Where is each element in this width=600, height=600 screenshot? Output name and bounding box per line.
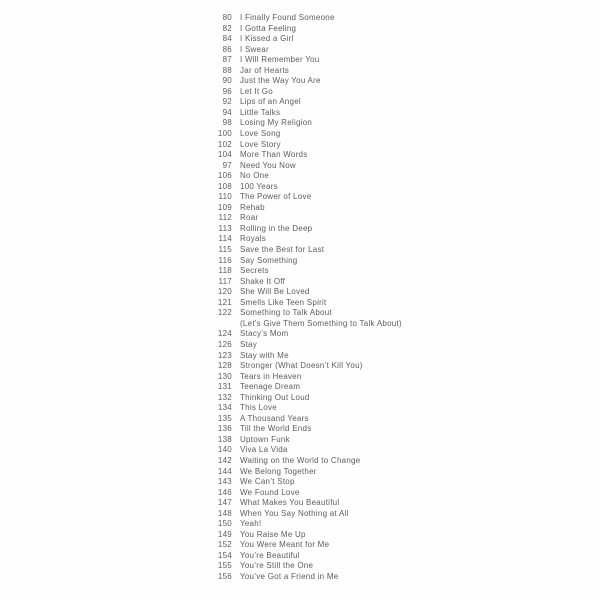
song-title: Stay: [240, 339, 258, 349]
song-row: [199, 161, 402, 172]
song-title: Smells Like Teen Spirit: [240, 297, 327, 307]
song-row: [199, 361, 402, 372]
song-title: Love Song: [240, 129, 281, 139]
song-row: [199, 329, 402, 340]
song-row: [199, 171, 402, 182]
song-row: [199, 551, 402, 562]
song-title: Let It Go: [240, 86, 273, 96]
song-page-number: 104: [217, 150, 232, 160]
song-page-number: 98: [222, 118, 232, 128]
song-title: You’re Beautiful: [240, 550, 300, 560]
song-page-number: 136: [217, 424, 232, 434]
song-page-number: 155: [217, 561, 232, 571]
song-title: When You Say Nothing at All: [240, 508, 349, 518]
song-row: [199, 287, 402, 298]
song-page-number: 147: [217, 498, 232, 508]
song-index-list: [199, 13, 402, 583]
song-row: [199, 308, 402, 319]
song-title: More Than Words: [240, 150, 308, 160]
song-page-number: 121: [217, 297, 232, 307]
song-title: I Will Remember You: [240, 55, 320, 65]
song-page-number: 80: [222, 13, 232, 22]
song-page-number: 109: [217, 202, 232, 212]
song-title: Secrets: [240, 266, 269, 276]
song-page-number: 146: [217, 487, 232, 497]
song-title: You Raise Me Up: [240, 529, 306, 539]
song-page-number: 149: [217, 529, 232, 539]
song-page-number: 132: [217, 392, 232, 402]
song-row: [199, 108, 402, 119]
song-title: We Can’t Stop: [240, 477, 295, 487]
song-row: [199, 424, 402, 435]
song-row: [199, 97, 402, 108]
song-row: [199, 393, 402, 404]
song-page-number: 94: [222, 107, 232, 117]
song-row: [199, 572, 402, 583]
song-row: [199, 277, 402, 288]
song-title: I Gotta Feeling: [240, 23, 297, 33]
song-page-number: 112: [218, 213, 232, 223]
song-page-number: 84: [222, 34, 232, 44]
song-row: [199, 488, 402, 499]
song-title: Rehab: [240, 202, 265, 212]
song-page-number: 138: [217, 434, 232, 444]
song-title: Love Story: [240, 139, 281, 149]
song-title: Waiting on the World to Change: [240, 455, 361, 465]
song-row: [199, 561, 402, 572]
song-row: [199, 13, 402, 24]
song-page-number: 143: [217, 477, 232, 487]
song-title: Losing My Religion: [240, 118, 313, 128]
song-title: Till the World Ends: [240, 424, 312, 434]
song-row: [199, 55, 402, 66]
song-page-number: 134: [217, 403, 232, 413]
song-title: Little Talks: [240, 107, 281, 117]
song-page-number: 144: [217, 466, 232, 476]
song-page-number: 108: [217, 181, 232, 191]
song-page-number: 131: [217, 382, 232, 392]
song-title: Viva La Vida: [240, 445, 288, 455]
song-page-number: 135: [217, 413, 232, 423]
song-page-number: 113: [218, 223, 232, 233]
song-title: Thinking Out Loud: [240, 392, 310, 402]
song-title: Need You Now: [240, 160, 296, 170]
song-page-number: 118: [218, 266, 232, 276]
song-row-continuation: [199, 319, 402, 330]
song-page-number: 120: [217, 287, 232, 297]
song-title: She Will Be Loved: [240, 287, 310, 297]
song-page-number: 90: [222, 76, 232, 86]
song-title: Teenage Dream: [240, 382, 301, 392]
song-title: Shake It Off: [240, 276, 286, 286]
song-title: 100 Years: [240, 181, 278, 191]
song-row: [199, 530, 402, 541]
song-row: [199, 245, 402, 256]
song-title: I Finally Found Someone: [240, 13, 335, 22]
song-page-number: 148: [217, 508, 232, 518]
song-title: Save the Best for Last: [240, 245, 325, 255]
song-page-number: 128: [217, 361, 232, 371]
song-row: [199, 150, 402, 161]
song-row: [199, 24, 402, 35]
song-title: Something to Talk About: [240, 308, 332, 318]
song-row: [199, 372, 402, 383]
song-page-number: 97: [222, 160, 232, 170]
song-page-number: 142: [217, 455, 232, 465]
song-title: You’ve Got a Friend in Me: [240, 571, 339, 581]
song-title: The Power of Love: [240, 192, 312, 202]
song-page-number: 87: [222, 55, 232, 65]
song-title: A Thousand Years: [240, 413, 309, 423]
song-page-number: 126: [217, 339, 232, 349]
song-title: We Found Love: [240, 487, 300, 497]
song-page-number: 122: [217, 308, 232, 318]
song-row: [199, 129, 402, 140]
song-title: Roar: [240, 213, 259, 223]
song-page-number: 117: [218, 276, 232, 286]
song-page-number: 123: [217, 350, 232, 360]
song-row: [199, 224, 402, 235]
song-row: [199, 435, 402, 446]
song-page-number: 100: [217, 129, 232, 139]
song-title: This Love: [240, 403, 277, 413]
song-row: [199, 445, 402, 456]
song-row: [199, 414, 402, 425]
song-page-number: 152: [217, 540, 232, 550]
song-title: Tears in Heaven: [240, 371, 302, 381]
song-row: [199, 498, 402, 509]
song-row: [199, 87, 402, 98]
song-page-number: 156: [217, 571, 232, 581]
song-row: [199, 66, 402, 77]
song-page-number: 150: [217, 519, 232, 529]
song-page-number: 114: [218, 234, 232, 244]
song-row: [199, 351, 402, 362]
song-row: [199, 45, 402, 56]
song-page-number: 124: [217, 329, 232, 339]
song-row: [199, 234, 402, 245]
song-row: [199, 509, 402, 520]
song-title: Yeah!: [240, 519, 262, 529]
song-title: Uptown Funk: [240, 434, 290, 444]
song-title: You Were Meant for Me: [240, 540, 330, 550]
song-title: You’re Still the One: [240, 561, 314, 571]
song-page-number: 140: [217, 445, 232, 455]
song-row: [199, 382, 402, 393]
song-title: Jar of Hearts: [240, 65, 290, 75]
song-row: [199, 540, 402, 551]
song-title: Royals: [240, 234, 266, 244]
song-page-number: 86: [222, 44, 232, 54]
song-page-number: 110: [218, 192, 232, 202]
song-page-number: 88: [222, 65, 232, 75]
song-title: Stronger (What Doesn’t Kill You): [240, 361, 363, 371]
song-row: [199, 213, 402, 224]
song-row: [199, 467, 402, 478]
song-row: [199, 182, 402, 193]
song-row: [199, 456, 402, 467]
song-title: I Swear: [240, 44, 269, 54]
song-row: [199, 34, 402, 45]
song-title: Just the Way You Are: [240, 76, 321, 86]
song-page-number: 106: [217, 171, 232, 181]
song-row: [199, 76, 402, 87]
song-page-number: 130: [217, 371, 232, 381]
song-row: [199, 340, 402, 351]
song-page-number: 116: [218, 255, 232, 265]
song-page-number: 92: [222, 97, 232, 107]
song-row: [199, 477, 402, 488]
song-title: Rolling in the Deep: [240, 223, 313, 233]
song-title: I Kissed a Girl: [240, 34, 294, 44]
song-title: Stacy’s Mom: [240, 329, 289, 339]
song-page-number: 154: [217, 550, 232, 560]
song-row: [199, 519, 402, 530]
song-title: Stay with Me: [240, 350, 289, 360]
song-title: No One: [240, 171, 270, 181]
song-row: [199, 403, 402, 414]
song-row: [199, 140, 402, 151]
song-title: Say Something: [240, 255, 298, 265]
song-row: [199, 298, 402, 309]
song-row: [199, 118, 402, 129]
song-page-number: 102: [217, 139, 232, 149]
song-title: Lips of an Angel: [240, 97, 301, 107]
song-page-number: 115: [218, 245, 232, 255]
song-title: We Belong Together: [240, 466, 317, 476]
song-page-number: 82: [222, 23, 232, 33]
song-row: [199, 256, 402, 267]
song-title: What Makes You Beautiful: [240, 498, 340, 508]
song-subtitle: (Let’s Give Them Something to Talk About): [240, 318, 402, 328]
song-row: [199, 203, 402, 214]
song-row: [199, 192, 402, 203]
song-row: [199, 266, 402, 277]
song-page-number: 96: [222, 86, 232, 96]
